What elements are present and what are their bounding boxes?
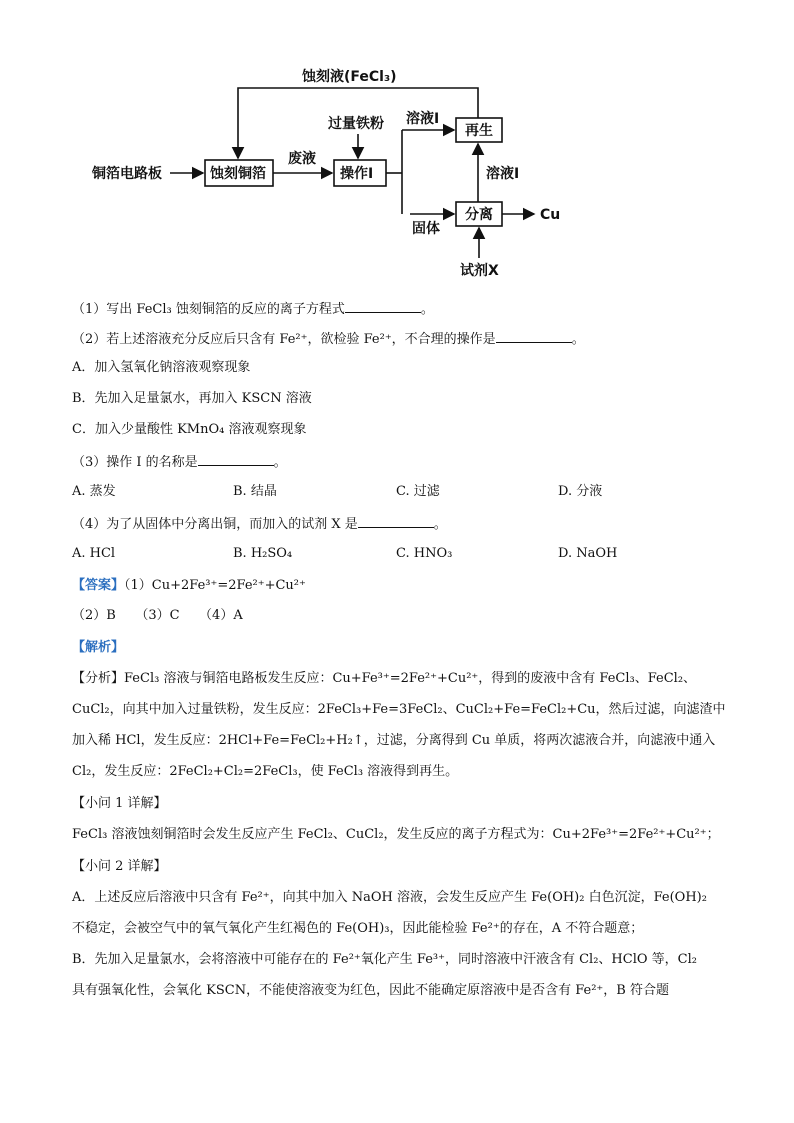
question-3-option-d: D. 分液	[558, 484, 603, 499]
waste-label: 废液	[288, 151, 316, 167]
question-1: （1）写出 FeCl₃ 蚀刻铜箔的反应的离子方程式 。	[72, 298, 762, 320]
subquestion-2-line: 不稳定，会被空气中的氧气氧化产生红褐色的 Fe(OH)₃，因此能检验 Fe²⁺的存在，A 不符合题意；	[72, 921, 644, 936]
answer-blank	[198, 451, 274, 466]
analysis-line: 加入稀 HCl，发生反应：2HCl+Fe=FeCl₂+H₂↑，过滤，分离得到 Cu 单质，将两次滤液合并，向滤液中通入	[72, 733, 716, 748]
solution1-top-label: 溶液I	[406, 111, 440, 127]
analysis-line: Cl₂，发生反应：2FeCl₂+Cl₂=2FeCl₃，使 FeCl₃ 溶液得到再生。	[72, 764, 459, 779]
separate-box-label: 分离	[465, 207, 493, 223]
subquestion-2-line: A．上述反应后溶液中只含有 Fe²⁺，向其中加入 NaOH 溶液，会发生反应产生 Fe(OH)₂ 白色沉淀，Fe(OH)₂	[72, 890, 707, 905]
question-3-option-a: A. 蒸发	[72, 484, 116, 499]
analysis-line: 【分析】FeCl₃ 溶液与铜箔电路板发生反应：Cu+Fe³⁺=2Fe²⁺+Cu²⁺，得到的废液中含有 FeCl₃、FeCl₂、	[72, 671, 697, 686]
question-3-option-c: C. 过滤	[396, 484, 440, 499]
copper-board-label: 铜箔电路板	[92, 166, 162, 182]
etchant-label: 蚀刻液(FeCl₃)	[302, 69, 397, 85]
question-2-option-a: A．加入氢氧化钠溶液观察现象	[72, 360, 251, 375]
question-2: （2）若上述溶液充分反应后只含有 Fe²⁺，欲检验 Fe²⁺，不合理的操作是 。	[72, 328, 762, 350]
answer-blank	[345, 298, 421, 313]
excess-fe-label: 过量铁粉	[328, 116, 384, 132]
answer-blank	[358, 513, 434, 528]
question-4-option-d: D. NaOH	[558, 546, 618, 561]
subquestion-2-line: B．先加入足量氯水，会将溶液中可能存在的 Fe²⁺氧化产生 Fe³⁺，同时溶液中汗液含有 Cl₂、HClO 等，Cl₂	[72, 952, 697, 967]
question-3: （3）操作 I 的名称是 。	[72, 451, 762, 473]
solid-label: 固体	[412, 221, 440, 237]
question-2-option-c: C．加入少量酸性 KMnO₄ 溶液观察现象	[72, 422, 307, 437]
subquestion-1-title: 【小问 1 详解】	[72, 796, 167, 811]
process-flow-diagram	[0, 0, 794, 290]
subquestion-2-line: 具有强氧化性，会氧化 KSCN，不能使溶液变为红色，因此不能确定原溶液中是否含有 Fe²⁺，B 符合题	[72, 983, 669, 998]
question-3-option-b: B. 结晶	[233, 484, 277, 499]
reagent-x-label: 试剂X	[460, 263, 499, 279]
answer-tag: 【答案】	[72, 578, 125, 593]
regen-box-label: 再生	[465, 123, 493, 139]
question-4: （4）为了从固体中分离出铜，而加入的试剂 X 是 。	[72, 513, 762, 535]
analysis-tag: 【解析】	[72, 640, 125, 655]
etch-box-label: 蚀刻铜箔	[210, 166, 266, 182]
cu-label: Cu	[540, 207, 561, 223]
question-4-option-a: A. HCl	[72, 546, 116, 561]
subquestion-2-title: 【小问 2 详解】	[72, 859, 167, 874]
solution1-right-label: 溶液I	[486, 166, 520, 182]
answer-blank	[496, 328, 572, 343]
question-2-option-b: B．先加入足量氯水，再加入 KSCN 溶液	[72, 391, 312, 406]
analysis-line: CuCl₂，向其中加入过量铁粉，发生反应：2FeCl₃+Fe=3FeCl₂、CuCl₂+Fe=FeCl₂+Cu，然后过滤，向滤渣中	[72, 702, 726, 717]
subquestion-1-text: FeCl₃ 溶液蚀刻铜箔时会发生反应产生 FeCl₂、CuCl₂，发生反应的离子方程式为：Cu+2Fe³⁺=2Fe²⁺+Cu²⁺；	[72, 827, 720, 842]
op1-box-label: 操作I	[340, 166, 374, 182]
answer-line-1: 【答案】（1）Cu+2Fe³⁺=2Fe²⁺+Cu²⁺	[72, 578, 306, 593]
answer-line-2: （2）B （3）C （4）A	[72, 608, 243, 623]
question-4-option-b: B. H₂SO₄	[233, 546, 293, 561]
question-4-option-c: C. HNO₃	[396, 546, 453, 561]
